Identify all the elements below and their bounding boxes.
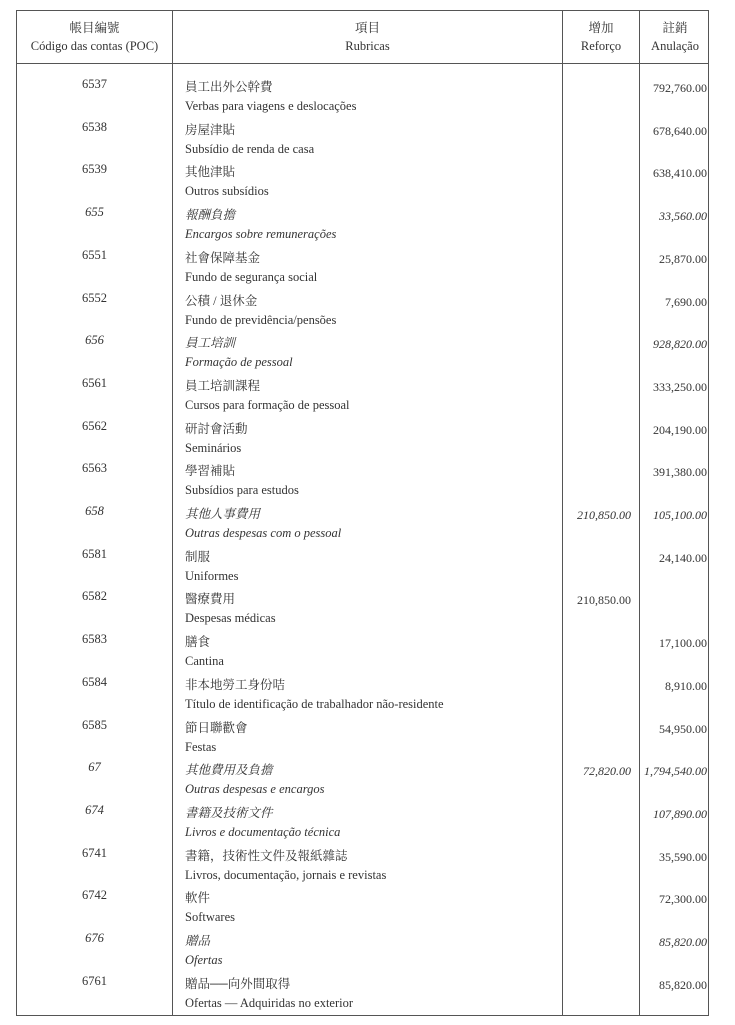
table-row — [17, 671, 708, 714]
table-row — [17, 116, 708, 159]
budget-table — [16, 10, 709, 1016]
table-row — [17, 543, 708, 586]
annul-value: 928,820.00 — [653, 337, 707, 352]
account-code: 6551 — [82, 247, 107, 262]
annul-value: 333,250.00 — [653, 379, 707, 394]
rubric-cn: 社會保障基金 — [185, 250, 261, 265]
header-reinforce-cn: 增加 — [588, 21, 614, 35]
annul-value: 678,640.00 — [653, 123, 707, 138]
rubric-pt: Ofertas — Adquiridas no exterior — [185, 995, 354, 1010]
annul-value: 1,794,540.00 — [644, 764, 707, 779]
rubric-pt: Festas — [185, 739, 217, 754]
rubric-pt: Verbas para viagens e deslocações — [185, 99, 357, 113]
rubric-pt: Encargos sobre remunerações — [185, 227, 337, 242]
annul-value: 105,100.00 — [653, 508, 707, 522]
annul-value: 54,950.00 — [659, 721, 707, 736]
rubric-cn: 公積 / 退休金 — [185, 293, 258, 308]
account-code: 6562 — [82, 418, 107, 433]
rubric-pt: Ofertas — [185, 953, 223, 967]
annul-value: 107,890.00 — [653, 806, 707, 821]
table-row — [17, 628, 708, 671]
account-code: 6761 — [82, 973, 107, 988]
table-row — [17, 970, 708, 1013]
annul-value: 8,910.00 — [665, 678, 707, 693]
rubric-pt: Uniformes — [185, 568, 239, 583]
rubric-cn: 制服 — [185, 549, 211, 564]
header-code-pt: Código das contas (POC) — [30, 39, 159, 53]
account-code: 6741 — [82, 845, 107, 860]
rubric-pt: Subsídios para estudos — [185, 483, 299, 498]
account-code: 6585 — [82, 717, 107, 732]
table-row — [17, 884, 708, 927]
header-rubric — [173, 11, 562, 63]
rubric-cn: 書籍，技術性文件及報紙雜誌 — [185, 848, 348, 863]
rubric-cn: 節日聯歡會 — [185, 720, 248, 735]
account-code: 6537 — [82, 77, 107, 91]
rubric-cn: 房屋津貼 — [185, 122, 236, 137]
account-code: 6582 — [82, 589, 107, 604]
table-row — [17, 287, 708, 330]
rubric-pt: Outras despesas com o pessoal — [185, 526, 342, 540]
annul-value: 24,140.00 — [659, 550, 707, 565]
reinforce-value: 210,850.00 — [577, 593, 631, 608]
rubric-pt: Cantina — [185, 654, 224, 669]
rubric-cn: 醫療費用 — [185, 592, 236, 607]
annul-value: 638,410.00 — [653, 166, 707, 181]
account-code: 6561 — [82, 375, 107, 390]
annul-value: 33,560.00 — [659, 209, 707, 224]
rubric-cn: 其他人事費用 — [185, 507, 261, 521]
rubric-cn: 非本地勞工身份咭 — [185, 677, 286, 692]
account-code: 6583 — [82, 632, 107, 647]
rubric-cn: 其他津貼 — [185, 165, 236, 180]
rubric-cn: 員工出外公幹費 — [185, 80, 273, 94]
rubric-cn: 書籍及技術文件 — [185, 805, 273, 820]
rubric-cn: 贈品 — [185, 934, 211, 948]
annul-value: 204,190.00 — [653, 422, 707, 437]
table-row — [17, 799, 708, 842]
rubric-cn: 研討會活動 — [185, 421, 248, 436]
rubric-cn: 員工培訓課程 — [185, 378, 261, 393]
reinforce-value: 210,850.00 — [577, 508, 631, 522]
rubric-pt: Outras despesas e encargos — [185, 782, 325, 797]
account-code: 6742 — [82, 888, 107, 903]
table-row — [17, 500, 708, 543]
rubric-pt: Cursos para formação de pessoal — [185, 397, 350, 412]
account-code: 6552 — [82, 290, 107, 305]
table-row — [17, 457, 708, 500]
rubric-cn: 軟件 — [185, 891, 211, 906]
table-row — [17, 415, 708, 458]
rubric-pt: Livros, documentação, jornais e revistas — [185, 867, 387, 882]
account-code: 676 — [85, 931, 104, 945]
rubric-cn: 報酬負擔 — [185, 208, 236, 223]
annul-value: 35,590.00 — [659, 849, 707, 864]
rubric-cn: 膳食 — [185, 635, 211, 650]
table-row — [17, 714, 708, 757]
annul-value: 85,820.00 — [659, 935, 707, 949]
rubric-cn: 其他費用及負擔 — [185, 763, 273, 778]
header-rubric-pt: Rubricas — [345, 39, 390, 53]
table-row — [17, 756, 708, 799]
table-row — [17, 73, 708, 116]
rubric-pt: Seminários — [185, 440, 242, 455]
table-row — [17, 244, 708, 287]
annul-value: 7,690.00 — [665, 294, 707, 309]
header-annul-pt: Anulação — [651, 39, 699, 53]
rubric-pt: Fundo de segurança social — [185, 269, 318, 284]
annul-value: 17,100.00 — [659, 636, 707, 651]
account-code: 67 — [88, 760, 101, 775]
reinforce-value: 72,820.00 — [583, 764, 631, 779]
table-row — [17, 842, 708, 885]
table-row — [17, 329, 708, 372]
table-row — [17, 201, 708, 244]
account-code: 6538 — [82, 119, 107, 134]
table-row — [17, 585, 708, 628]
table-row — [17, 158, 708, 201]
header-reinforce-pt: Reforço — [580, 39, 622, 53]
header-annul-cn: 註銷 — [662, 21, 688, 35]
rubric-cn: 學習補貼 — [185, 464, 236, 479]
rubric-cn: 員工培訓 — [185, 336, 236, 351]
account-code: 674 — [85, 802, 104, 817]
account-code: 6581 — [82, 546, 107, 561]
account-code: 6563 — [82, 461, 107, 476]
account-code: 655 — [85, 205, 104, 220]
header-rubric-cn: 項目 — [354, 21, 380, 35]
header-divider — [17, 63, 708, 64]
table-row — [17, 372, 708, 415]
rubric-pt: Subsídio de renda de casa — [185, 141, 315, 156]
account-code: 656 — [85, 333, 104, 348]
account-code: 658 — [85, 504, 104, 518]
header-code-cn: 帳目編號 — [69, 21, 120, 35]
rubric-pt: Outros subsídios — [185, 184, 269, 199]
rubric-pt: Fundo de previdência/pensões — [185, 312, 337, 327]
rubric-pt: Título de identificação de trabalhador não-residente — [185, 696, 444, 711]
table-row — [17, 927, 708, 970]
rubric-pt: Despesas médicas — [185, 611, 276, 626]
header-annul — [640, 11, 710, 63]
rubric-pt: Livros e documentação técnica — [185, 824, 341, 839]
annul-value: 792,760.00 — [653, 81, 707, 95]
annul-value: 391,380.00 — [653, 465, 707, 480]
rubric-cn: 贈品──向外間取得 — [185, 976, 291, 991]
header-reinforce — [563, 11, 639, 63]
header-code — [17, 11, 172, 63]
annul-value: 72,300.00 — [659, 892, 707, 907]
rubric-pt: Formação de pessoal — [185, 355, 293, 370]
rubric-pt: Softwares — [185, 910, 235, 925]
account-code: 6539 — [82, 162, 107, 177]
annul-value: 85,820.00 — [659, 977, 707, 992]
account-code: 6584 — [82, 674, 107, 689]
annul-value: 25,870.00 — [659, 251, 707, 266]
